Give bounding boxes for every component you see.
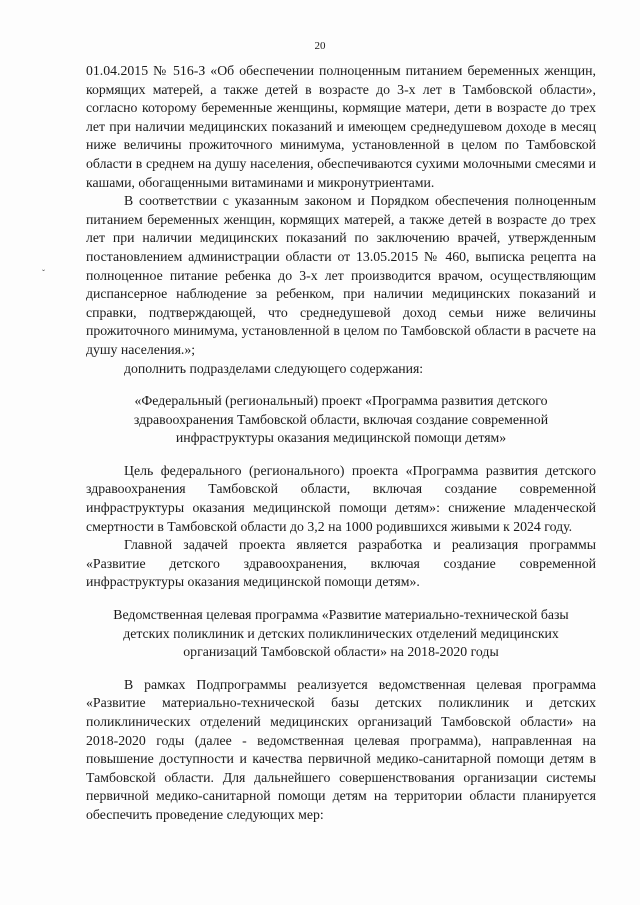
paragraph-project-task: Главной задачей проекта является разработка и реализация программы «Развитие детского здравоохранения, включая создание современной инфраструктуры оказания медицинской помощи детям».: [86, 537, 596, 590]
spacer: [86, 378, 596, 392]
paragraph-amendment: дополнить подразделами следующего содержания:: [124, 360, 424, 376]
paragraph-law-reference: 01.04.2015 № 516-З «Об обеспечении полноценным питанием беременных женщин, кормящих матерей, а также детей в возрасте до 3-х лет в Тамбовской области», согласно которому беременные женщины, кормящие матери, дети в возрасте до трех лет при наличии медицинских показаний и имеющем среднедушевом доходе в месяц ниже величины прожиточного минимума, установленной в целом по Тамбовской области в среднем на душу населения, обеспечиваются сухими молочными смесями и кашами, обогащенными витаминами и микронутриентами.: [86, 63, 596, 190]
margin-mark: ˇ: [42, 268, 45, 278]
section-heading-departmental-program: Ведомственная целевая программа «Развитие материально-технической базы детских поликлиник и детских поликлинических отделений медицинских организаций Тамбовской области» на 2018-2020 годы: [113, 607, 569, 660]
paragraph-project-goal: Цель федерального (регионального) проекта «Программа развития детского здравоохранения Тамбовской области, включая создание современной инфраструктуры оказания медицинской помощи детям»: снижение младенческой смертности в Тамбовской области до 3,2 на 1000 родившихся живыми к 2024 году.: [86, 462, 596, 534]
paragraph-subprogram: В рамках Подпрограммы реализуется ведомственная целевая программа «Развитие материально-технической базы детских поликлиник и детских поликлинических отделений медицинских организаций Тамбовской области» на 2018-2020 годы (далее - ведомственная целевая программа), направленная на повышение доступности и качества первичной медико-санитарной помощи детям в Тамбовской области. Для дальнейшего совершенствования организации системы первичной медико-санитарной помощи детям на территории области планируется обеспечить проведение следующих мер:: [86, 676, 596, 822]
document-body: [86, 62, 596, 825]
paragraph-procedure: В соответствии с указанным законом и Порядком обеспечения полноценным питанием беременных женщин, кормящих матерей, а также детей в возрасте до трех лет при наличии медицинских показаний по заключению врачей, утвержденным постановлением администрации области от 13.05.2015 № 460, выписка рецепта на полноценное питание ребенка до 3-х лет производится врачом, осуществляющим диспансерное наблюдение за ребенком, при наличии медицинских показаний и справки, подтверждающей, что среднедушевой доход семьи ниже величины прожиточного минимума, установленной в целом по Тамбовской области в расчете на душу населения.»;: [86, 193, 596, 357]
spacer: [86, 592, 596, 606]
section-heading-federal-project: «Федеральный (региональный) проект «Программа развития детского здравоохранения Тамбовской области, включая создание современной инфраструктуры оказания медицинской помощи детям»: [133, 393, 549, 446]
spacer: [86, 448, 596, 462]
spacer: [86, 662, 596, 676]
page-number: 20: [314, 40, 326, 52]
